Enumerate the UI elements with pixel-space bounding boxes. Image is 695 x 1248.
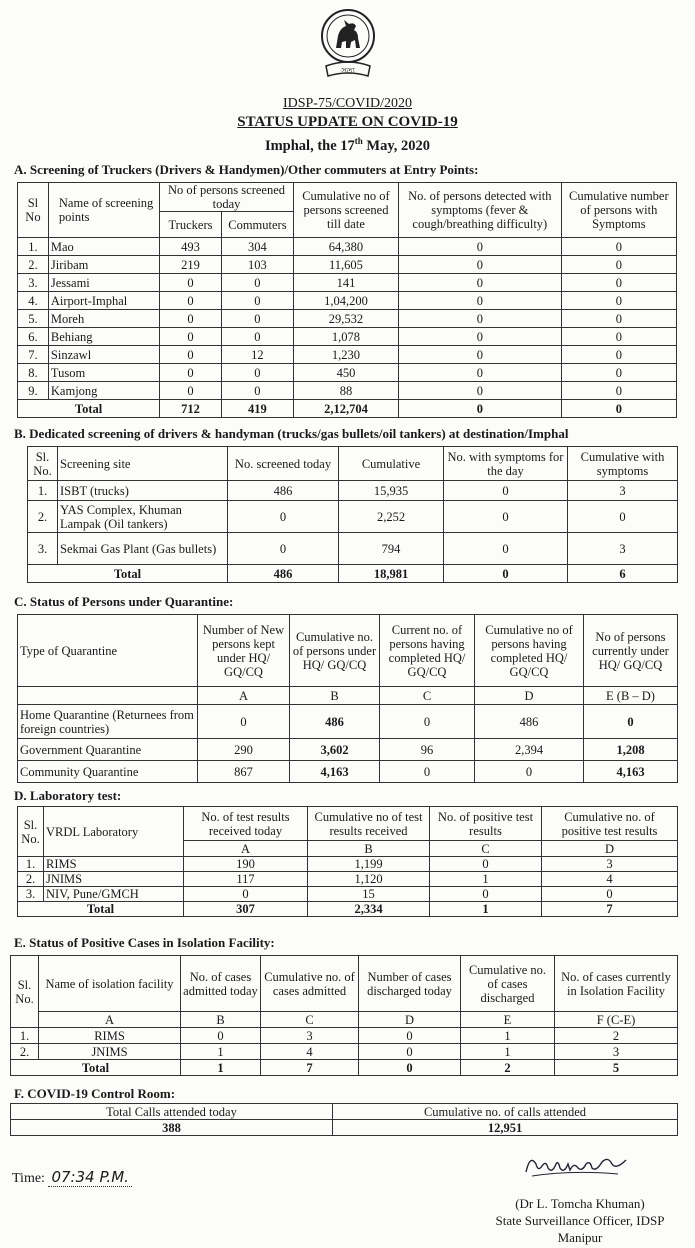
cell-point-name: Jiribam: [48, 256, 159, 274]
cell-cumulative: 141: [293, 274, 398, 292]
cell-point-name: Moreh: [48, 310, 159, 328]
signatory-place: Manipur: [557, 1230, 603, 1245]
cell-symptoms: 0: [398, 328, 561, 346]
cell-sl: 6.: [18, 328, 49, 346]
col-lab: VRDL Laboratory: [44, 807, 184, 857]
section-e-heading: E. Status of Positive Cases in Isolation Facility:: [14, 935, 275, 950]
cell-d: 0: [359, 1044, 461, 1060]
total-row: [11, 1060, 678, 1076]
cell-b: 486: [290, 705, 380, 739]
cell-d: 0: [542, 887, 678, 902]
cell-b: 1: [181, 1044, 261, 1060]
cell-cumulative-symptoms: 0: [561, 328, 676, 346]
cell-quarantine-type: Home Quarantine (Returnees from foreign countries): [18, 705, 198, 739]
cell-sl: 5.: [18, 310, 49, 328]
total-symptoms: 0: [398, 400, 561, 418]
cell-site: ISBT (trucks): [58, 481, 228, 501]
cell-a: 0: [198, 705, 290, 739]
calls-today-value: 388: [11, 1120, 333, 1136]
cell-facility: JNIMS: [39, 1044, 181, 1060]
cell-cumulative: 64,380: [293, 238, 398, 256]
cell-sl: 2.: [18, 872, 44, 887]
cell-commuters: 0: [221, 382, 293, 400]
cell-cumulative: 450: [293, 364, 398, 382]
cell-symptoms: 0: [398, 310, 561, 328]
cell-cumulative: 1,230: [293, 346, 398, 364]
cell-b: 0: [181, 1028, 261, 1044]
cell-truckers: 493: [160, 238, 222, 256]
section-a-heading: A. Screening of Truckers (Drivers & Handymen)/Other commuters at Entry Points:: [14, 162, 479, 177]
cell-cumulative-symptoms: 0: [561, 310, 676, 328]
date-line: Imphal, the 17th May, 2020: [264, 136, 431, 154]
table-row: [28, 501, 678, 533]
table-row: [18, 705, 678, 739]
cell-c: 1: [430, 872, 542, 887]
cell-commuters: 0: [221, 364, 293, 382]
total-label: Total: [18, 902, 184, 917]
cell-c: 96: [380, 739, 475, 761]
cell-point-name: Kamjong: [48, 382, 159, 400]
calls-cumulative-value: 12,951: [333, 1120, 678, 1136]
letter-b: B: [290, 687, 380, 705]
cell-cumulative-symptoms: 0: [561, 382, 676, 400]
section-f-heading: F. COVID-19 Control Room:: [14, 1086, 176, 1101]
cell-sl: 2.: [11, 1044, 39, 1060]
total-label: Total: [18, 400, 160, 418]
table-row: [18, 274, 677, 292]
table-row: [18, 256, 677, 274]
emblem-script: সত্য: [341, 66, 355, 75]
cell-e: 0: [584, 705, 678, 739]
table-row: [18, 857, 678, 872]
cell-truckers: 219: [160, 256, 222, 274]
table-row: [18, 292, 677, 310]
total-label: Total: [11, 1060, 181, 1076]
cell-commuters: 0: [221, 310, 293, 328]
cell-a: 290: [198, 739, 290, 761]
letter-c: C: [261, 1012, 359, 1028]
cell-sl: 8.: [18, 364, 49, 382]
cell-symptoms: 0: [398, 274, 561, 292]
col-b: No. of cases admitted today: [181, 956, 261, 1012]
col-cumulative-symptoms: Cumulative number of persons with Symptoms: [561, 183, 676, 238]
col-sl: Sl. No.: [18, 807, 44, 857]
cell-d: 4: [542, 872, 678, 887]
cell-b: 1,199: [308, 857, 430, 872]
cell-cumulative-symptoms: 0: [561, 256, 676, 274]
cell-d: 3: [542, 857, 678, 872]
cell-sl: 3.: [28, 533, 58, 565]
total-symptoms: 0: [444, 565, 568, 583]
letter-d: D: [542, 841, 678, 857]
col-a: No. of test results received today: [184, 807, 308, 841]
total-a: 307: [184, 902, 308, 917]
table-row: [18, 310, 677, 328]
letter-f: F (C-E): [555, 1012, 678, 1028]
cell-b: 15: [308, 887, 430, 902]
section-b-heading: B. Dedicated screening of drivers & handyman (trucks/gas bullets/oil tankers) at destination/Imphal: [14, 426, 569, 441]
cell-lab: RIMS: [44, 857, 184, 872]
total-row: [18, 902, 678, 917]
cell-e: 1: [461, 1028, 555, 1044]
letter-a: A: [39, 1012, 181, 1028]
cell-cumulative-symptoms: 3: [568, 533, 678, 565]
cell-symptoms: 0: [444, 481, 568, 501]
cell-sl: 1.: [18, 238, 49, 256]
total-c: 7: [261, 1060, 359, 1076]
total-b: 1: [181, 1060, 261, 1076]
total-commuters: 419: [221, 400, 293, 418]
total-f: 5: [555, 1060, 678, 1076]
col-screening-point: Name of screening points: [48, 183, 159, 238]
cell-point-name: Airport-Imphal: [48, 292, 159, 310]
cell-sl: 4.: [18, 292, 49, 310]
col-with-symptoms: No. of persons detected with symptoms (fever & cough/breathing difficulty): [398, 183, 561, 238]
total-e: 2: [461, 1060, 555, 1076]
col-sl: Sl. No.: [11, 956, 39, 1028]
cell-cumulative-symptoms: 0: [561, 238, 676, 256]
time-value: 07:34 P.M.: [48, 1168, 131, 1187]
cell-symptoms: 0: [444, 501, 568, 533]
table-row: [18, 761, 678, 783]
cell-cumulative: 88: [293, 382, 398, 400]
total-d: 7: [542, 902, 678, 917]
letter-d: D: [475, 687, 584, 705]
cell-cumulative: 15,935: [339, 481, 444, 501]
cell-c: 0: [380, 705, 475, 739]
letter-c: C: [380, 687, 475, 705]
cell-c: 0: [430, 887, 542, 902]
col-sl: Sl No: [18, 183, 49, 238]
cell-today: 0: [228, 533, 339, 565]
signatory-title: State Surveillance Officer, IDSP: [495, 1213, 665, 1228]
cell-point-name: Behiang: [48, 328, 159, 346]
letter-b: B: [181, 1012, 261, 1028]
cell-point-name: Sinzawl: [48, 346, 159, 364]
cell-truckers: 0: [160, 328, 222, 346]
cell-truckers: 0: [160, 292, 222, 310]
col-d: Cumulative no of persons having completed HQ/ GQ/CQ: [475, 615, 584, 687]
cell-quarantine-type: Community Quarantine: [18, 761, 198, 783]
letter-b: B: [308, 841, 430, 857]
table-row: [18, 328, 677, 346]
cell-symptoms: 0: [398, 364, 561, 382]
letter-e: E: [461, 1012, 555, 1028]
col-f: No. of cases currently in Isolation Facility: [555, 956, 678, 1012]
col-a: Number of New persons kept under HQ/ GQ/CQ: [198, 615, 290, 687]
cell-truckers: 0: [160, 310, 222, 328]
cell-commuters: 0: [221, 274, 293, 292]
total-cumulative: 2,12,704: [293, 400, 398, 418]
total-label: Total: [28, 565, 228, 583]
cell-sl: 1.: [11, 1028, 39, 1044]
letter-e: E (B – D): [584, 687, 678, 705]
cell-d: 2,394: [475, 739, 584, 761]
cell-lab: NIV, Pune/GMCH: [44, 887, 184, 902]
cell-today: 486: [228, 481, 339, 501]
cell-cumulative-symptoms: 0: [561, 346, 676, 364]
cell-sl: 3.: [18, 274, 49, 292]
letter-a: A: [198, 687, 290, 705]
cell-cumulative-symptoms: 0: [561, 364, 676, 382]
cell-a: 190: [184, 857, 308, 872]
cell-e: 1,208: [584, 739, 678, 761]
col-screened-today: No of persons screened today: [160, 183, 294, 212]
reference-number: IDSP-75/COVID/2020: [282, 96, 413, 111]
signature-icon: [522, 1150, 632, 1180]
cell-f: 3: [555, 1044, 678, 1060]
table-row: [11, 1044, 678, 1060]
col-b: Cumulative no of test results received: [308, 807, 430, 841]
cell-symptoms: 0: [398, 256, 561, 274]
cell-cumulative: 794: [339, 533, 444, 565]
cell-point-name: Tusom: [48, 364, 159, 382]
col-c: Current no. of persons having completed HQ/ GQ/CQ: [380, 615, 475, 687]
col-site: Screening site: [58, 447, 228, 481]
cell-sl: 7.: [18, 346, 49, 364]
col-e: No of persons currently under HQ/ GQ/CQ: [584, 615, 678, 687]
col-b: Cumulative no. of persons under HQ/ GQ/CQ: [290, 615, 380, 687]
col-cumulative-symptoms: Cumulative with symptoms: [568, 447, 678, 481]
cell-commuters: 0: [221, 292, 293, 310]
cell-c: 3: [261, 1028, 359, 1044]
cell-cumulative: 11,605: [293, 256, 398, 274]
col-facility: Name of isolation facility: [39, 956, 181, 1012]
cell-a: 867: [198, 761, 290, 783]
cell-sl: 1.: [28, 481, 58, 501]
cell-b: 3,602: [290, 739, 380, 761]
total-cumulative: 18,981: [339, 565, 444, 583]
col-commuters: Commuters: [221, 212, 293, 238]
total-cumulative-symptoms: 0: [561, 400, 676, 418]
cell-facility: RIMS: [39, 1028, 181, 1044]
cell-quarantine-type: Government Quarantine: [18, 739, 198, 761]
total-row: [18, 400, 677, 418]
col-e: Cumulative no. of cases discharged: [461, 956, 555, 1012]
section-d-heading: D. Laboratory test:: [14, 788, 122, 803]
cell-sl: 3.: [18, 887, 44, 902]
cell-sl: 2.: [28, 501, 58, 533]
col-symptoms-day: No. with symptoms for the day: [444, 447, 568, 481]
col-sl: Sl. No.: [28, 447, 58, 481]
table-row: [18, 872, 678, 887]
laboratory-test-table: [17, 806, 678, 917]
cell-commuters: 304: [221, 238, 293, 256]
control-room-table: [10, 1103, 678, 1136]
table-row: [11, 1028, 678, 1044]
table-row: [28, 481, 678, 501]
col-truckers: Truckers: [160, 212, 222, 238]
cell-commuters: 12: [221, 346, 293, 364]
cell-d: 486: [475, 705, 584, 739]
cell-commuters: 103: [221, 256, 293, 274]
cell-cumulative: 29,532: [293, 310, 398, 328]
col-c: Cumulative no. of cases admitted: [261, 956, 359, 1012]
col-cumulative-screened: Cumulative no of persons screened till date: [293, 183, 398, 238]
truckers-screening-table: [17, 182, 677, 418]
cell-e: 4,163: [584, 761, 678, 783]
cell-commuters: 0: [221, 328, 293, 346]
col-type: Type of Quarantine: [18, 615, 198, 687]
table-row: [18, 887, 678, 902]
cell-cumulative: 2,252: [339, 501, 444, 533]
total-b: 2,334: [308, 902, 430, 917]
col-c: No. of positive test results: [430, 807, 542, 841]
total-truckers: 712: [160, 400, 222, 418]
cell-truckers: 0: [160, 364, 222, 382]
col-d: Number of cases discharged today: [359, 956, 461, 1012]
cell-cumulative-symptoms: 0: [561, 292, 676, 310]
col-d: Cumulative no. of positive test results: [542, 807, 678, 841]
cell-a: 0: [184, 887, 308, 902]
section-c-heading: C. Status of Persons under Quarantine:: [14, 594, 234, 609]
cell-site: YAS Complex, Khuman Lampak (Oil tankers): [58, 501, 228, 533]
cell-c: 4: [261, 1044, 359, 1060]
cell-f: 2: [555, 1028, 678, 1044]
state-emblem-icon: [318, 8, 378, 86]
cell-symptoms: 0: [444, 533, 568, 565]
table-row: [18, 238, 677, 256]
total-c: 1: [430, 902, 542, 917]
cell-site: Sekmai Gas Plant (Gas bullets): [58, 533, 228, 565]
cell-cumulative-symptoms: 3: [568, 481, 678, 501]
col-screened-today: No. screened today: [228, 447, 339, 481]
cell-d: 0: [359, 1028, 461, 1044]
cell-symptoms: 0: [398, 292, 561, 310]
cell-cumulative-symptoms: 0: [568, 501, 678, 533]
cell-symptoms: 0: [398, 346, 561, 364]
total-row: [28, 565, 678, 583]
cell-a: 117: [184, 872, 308, 887]
col-calls-today: Total Calls attended today: [11, 1104, 333, 1120]
table-row: [18, 346, 677, 364]
signatory-name: (Dr L. Tomcha Khuman): [515, 1196, 645, 1211]
cell-sl: 2.: [18, 256, 49, 274]
table-row: [28, 533, 678, 565]
cell-truckers: 0: [160, 274, 222, 292]
letter-c: C: [430, 841, 542, 857]
cell-truckers: 0: [160, 346, 222, 364]
cell-point-name: Jessami: [48, 274, 159, 292]
table-row: [18, 364, 677, 382]
cell-b: 1,120: [308, 872, 430, 887]
cell-sl: 1.: [18, 857, 44, 872]
destination-screening-table: [27, 446, 678, 583]
cell-truckers: 0: [160, 382, 222, 400]
total-d: 0: [359, 1060, 461, 1076]
time-stamp: Time: 07:34 P.M.: [12, 1168, 132, 1187]
cell-symptoms: 0: [398, 238, 561, 256]
table-row: [18, 739, 678, 761]
document-title: STATUS UPDATE ON COVID-19: [237, 114, 458, 130]
cell-b: 4,163: [290, 761, 380, 783]
letter-d: D: [359, 1012, 461, 1028]
total-cumulative-symptoms: 6: [568, 565, 678, 583]
isolation-facility-table: [10, 955, 678, 1076]
cell-cumulative-symptoms: 0: [561, 274, 676, 292]
col-calls-cumulative: Cumulative no. of calls attended: [333, 1104, 678, 1120]
total-today: 486: [228, 565, 339, 583]
cell-cumulative: 1,078: [293, 328, 398, 346]
cell-cumulative: 1,04,200: [293, 292, 398, 310]
cell-point-name: Mao: [48, 238, 159, 256]
letter-a: A: [184, 841, 308, 857]
cell-e: 1: [461, 1044, 555, 1060]
cell-c: 0: [430, 857, 542, 872]
col-cumulative: Cumulative: [339, 447, 444, 481]
cell-sl: 9.: [18, 382, 49, 400]
quarantine-table: [17, 614, 678, 783]
cell-today: 0: [228, 501, 339, 533]
cell-c: 0: [380, 761, 475, 783]
cell-symptoms: 0: [398, 382, 561, 400]
table-row: [18, 382, 677, 400]
cell-lab: JNIMS: [44, 872, 184, 887]
cell-d: 0: [475, 761, 584, 783]
